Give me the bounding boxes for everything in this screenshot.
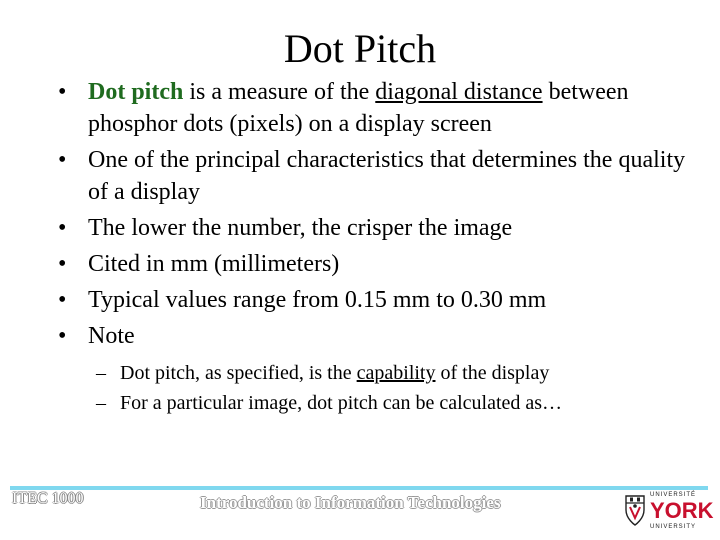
bullet-item-characteristics <box>58 144 698 208</box>
slide-title: Dot Pitch <box>283 26 437 71</box>
bullet-marker: • <box>58 323 67 349</box>
sub-bullet-text: For a particular image, dot pitch can be calculated as… <box>120 392 563 414</box>
bullet-item-note <box>58 320 698 352</box>
bullet-item-units <box>58 248 698 280</box>
bullet-text: Typical values range from 0.15 mm to 0.30 mm <box>88 287 547 313</box>
sub-bullet-text: of the display <box>435 362 550 384</box>
bullet-marker: • <box>58 287 67 313</box>
bullet-text: The lower the number, the crisper the image <box>88 215 513 241</box>
crest-icon <box>624 492 646 528</box>
bullet-text: is a measure of the <box>183 79 376 105</box>
logo-university-text: UNIVERSITY <box>650 524 697 530</box>
sub-bullet-marker: – <box>96 362 106 384</box>
sub-bullet-capability <box>96 358 696 388</box>
footer-course-code: ITEC 1000 <box>12 490 84 507</box>
sub-bullet-text: Dot pitch, as specified, is the <box>120 362 357 384</box>
bullet-item-typical-values <box>58 284 698 316</box>
sub-bullet-calculation <box>96 388 696 418</box>
bullet-text: Note <box>88 323 135 349</box>
bullet-marker: • <box>58 147 67 173</box>
bullet-list <box>58 76 698 356</box>
bullet-text: between phosphor dots (pixels) on a display screen <box>88 79 629 137</box>
bullet-marker: • <box>58 79 67 105</box>
footer-course-name: Introduction to Information Technologies <box>200 493 501 512</box>
logo-universite-text: UNIVERSITÉ <box>650 492 697 498</box>
term-dot-pitch: Dot pitch <box>88 79 184 105</box>
bullet-marker: • <box>58 251 67 277</box>
sub-bullet-list <box>96 358 696 418</box>
york-university-logo <box>624 492 716 534</box>
diagonal-distance-link[interactable]: diagonal distance <box>375 79 543 105</box>
capability-link[interactable]: capability <box>356 362 436 384</box>
bullet-text: One of the principal characteristics that determines the quality of a display <box>88 147 686 205</box>
bullet-item-definition <box>58 76 698 140</box>
sub-bullet-marker: – <box>96 392 106 414</box>
logo-york-text: YORK <box>650 498 714 523</box>
bullet-marker: • <box>58 215 67 241</box>
bullet-text: Cited in mm (millimeters) <box>88 251 340 277</box>
bullet-item-lower-number <box>58 212 698 244</box>
footer-divider <box>10 486 708 490</box>
